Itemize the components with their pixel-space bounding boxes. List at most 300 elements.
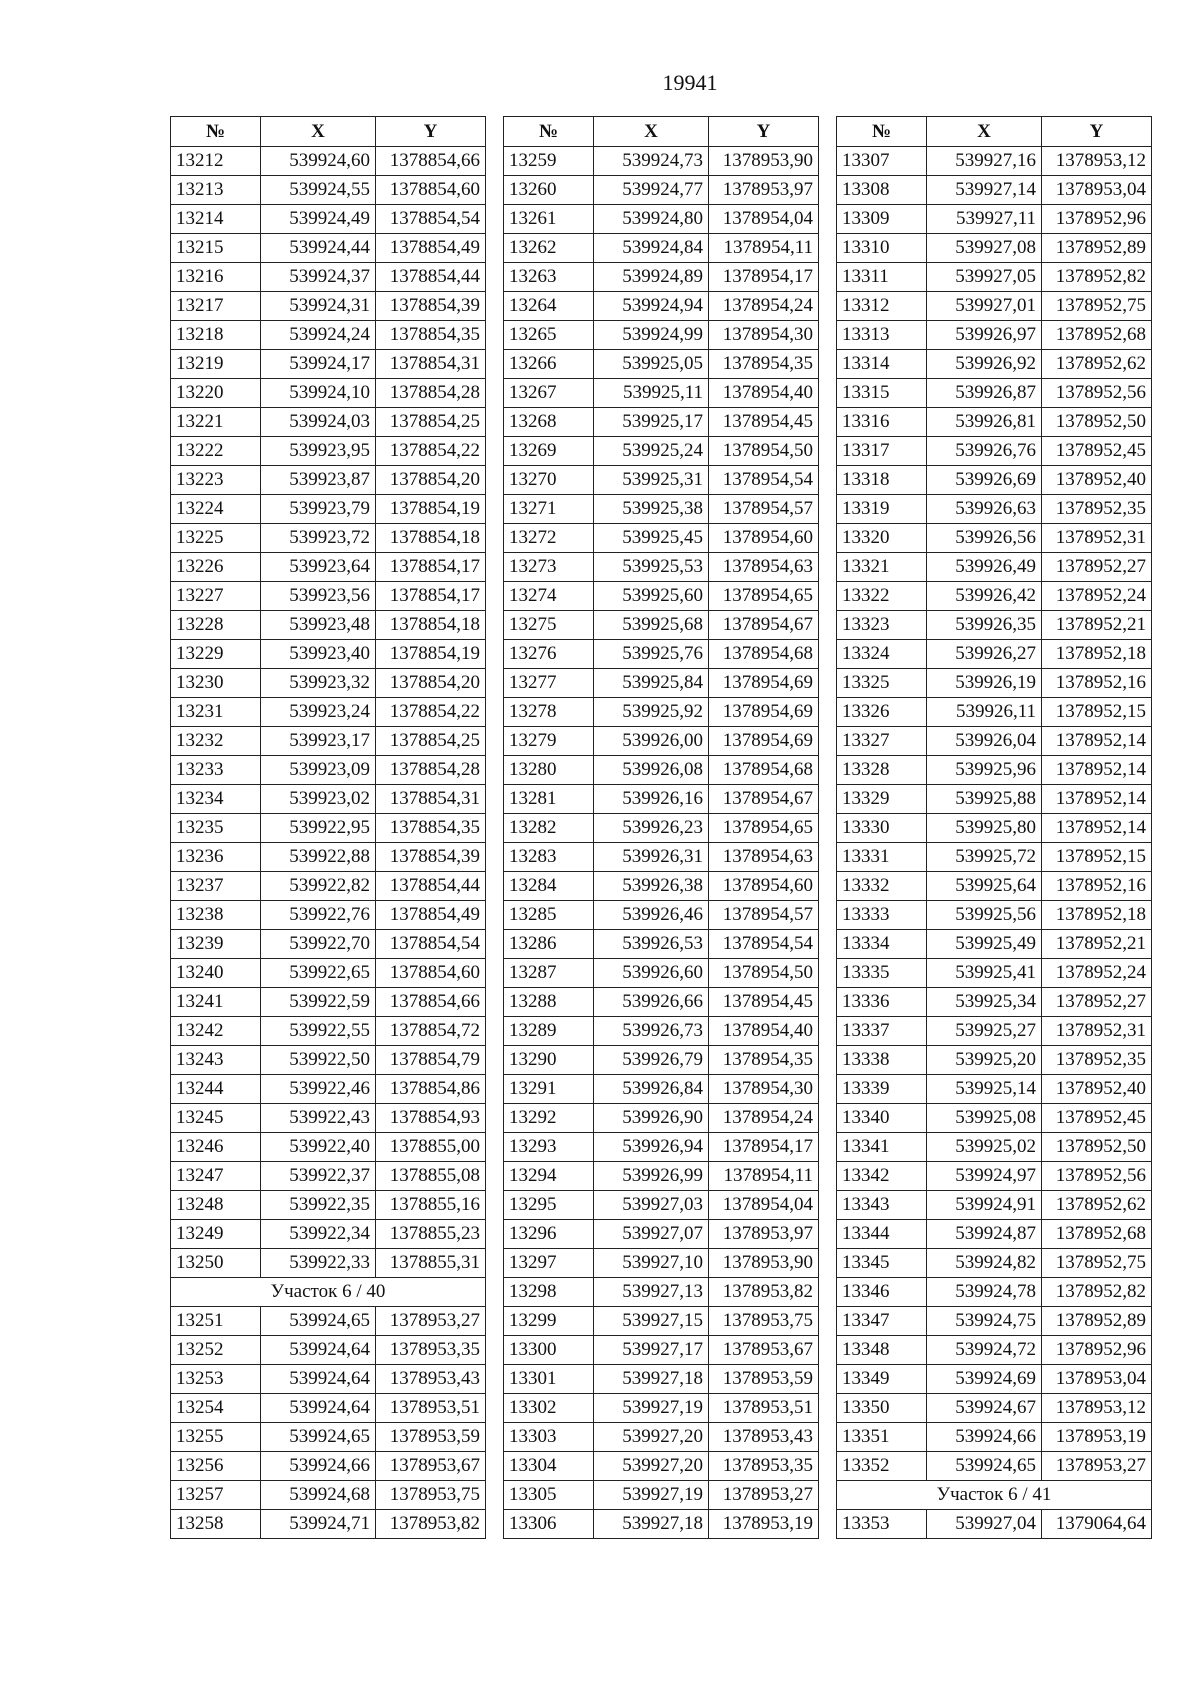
- y-coordinate-cell: 1378952,31: [1042, 524, 1152, 553]
- x-coordinate-cell: 539923,56: [261, 582, 376, 611]
- x-coordinate-cell: 539927,03: [594, 1191, 709, 1220]
- point-number-cell: 13258: [171, 1510, 261, 1539]
- point-number-cell: 13280: [504, 756, 594, 785]
- point-number-cell: 13289: [504, 1017, 594, 1046]
- y-coordinate-cell: 1378953,19: [1042, 1423, 1152, 1452]
- table-row: [171, 1481, 486, 1510]
- table-row: [504, 205, 819, 234]
- point-number-cell: 13267: [504, 379, 594, 408]
- x-coordinate-cell: 539927,19: [594, 1394, 709, 1423]
- table-row: [837, 1046, 1152, 1075]
- coordinate-table-2: [503, 116, 819, 1539]
- point-number-cell: 13327: [837, 727, 927, 756]
- x-coordinate-cell: 539927,20: [594, 1452, 709, 1481]
- point-number-cell: 13225: [171, 524, 261, 553]
- x-coordinate-cell: 539927,16: [927, 147, 1042, 176]
- table-row: [504, 1394, 819, 1423]
- table-row: [504, 379, 819, 408]
- y-coordinate-cell: 1378953,43: [709, 1423, 819, 1452]
- point-number-cell: 13270: [504, 466, 594, 495]
- point-number-cell: 13222: [171, 437, 261, 466]
- x-coordinate-cell: 539925,17: [594, 408, 709, 437]
- point-number-cell: 13277: [504, 669, 594, 698]
- table-body: [171, 147, 486, 1539]
- x-coordinate-cell: 539923,24: [261, 698, 376, 727]
- point-number-cell: 13252: [171, 1336, 261, 1365]
- x-coordinate-cell: 539925,88: [927, 785, 1042, 814]
- table-row: [171, 843, 486, 872]
- point-number-cell: 13255: [171, 1423, 261, 1452]
- table-row: [837, 1423, 1152, 1452]
- x-coordinate-cell: 539925,24: [594, 437, 709, 466]
- point-number-cell: 13281: [504, 785, 594, 814]
- y-coordinate-cell: 1378854,20: [376, 466, 486, 495]
- point-number-cell: 13288: [504, 988, 594, 1017]
- table-row: [171, 350, 486, 379]
- table-row: [837, 147, 1152, 176]
- point-number-cell: 13218: [171, 321, 261, 350]
- point-number-cell: 13310: [837, 234, 927, 263]
- y-coordinate-cell: 1379064,64: [1042, 1510, 1152, 1539]
- point-number-cell: 13213: [171, 176, 261, 205]
- point-number-cell: 13285: [504, 901, 594, 930]
- table-row: [837, 1017, 1152, 1046]
- table-row: [171, 1133, 486, 1162]
- x-coordinate-cell: 539926,31: [594, 843, 709, 872]
- table-row: [837, 785, 1152, 814]
- section-label: Участок 6 / 40: [171, 1278, 486, 1307]
- point-number-cell: 13212: [171, 147, 261, 176]
- y-coordinate-cell: 1378855,16: [376, 1191, 486, 1220]
- y-coordinate-cell: 1378854,35: [376, 321, 486, 350]
- y-coordinate-cell: 1378952,18: [1042, 640, 1152, 669]
- y-coordinate-cell: 1378952,50: [1042, 1133, 1152, 1162]
- point-number-cell: 13253: [171, 1365, 261, 1394]
- x-coordinate-cell: 539924,03: [261, 408, 376, 437]
- table-row: [837, 901, 1152, 930]
- table-row: [171, 1452, 486, 1481]
- y-coordinate-cell: 1378952,50: [1042, 408, 1152, 437]
- x-coordinate-cell: 539922,70: [261, 930, 376, 959]
- table-row: [504, 1017, 819, 1046]
- y-coordinate-cell: 1378854,66: [376, 988, 486, 1017]
- y-coordinate-cell: 1378953,12: [1042, 147, 1152, 176]
- point-number-cell: 13231: [171, 698, 261, 727]
- table-row: [837, 553, 1152, 582]
- table-row: [504, 1046, 819, 1075]
- point-number-cell: 13276: [504, 640, 594, 669]
- x-coordinate-cell: 539923,72: [261, 524, 376, 553]
- point-number-cell: 13256: [171, 1452, 261, 1481]
- x-coordinate-cell: 539926,56: [927, 524, 1042, 553]
- y-coordinate-cell: 1378954,35: [709, 1046, 819, 1075]
- x-coordinate-cell: 539926,46: [594, 901, 709, 930]
- table-row: [171, 582, 486, 611]
- point-number-cell: 13259: [504, 147, 594, 176]
- column-header-x: X: [927, 117, 1042, 147]
- point-number-cell: 13282: [504, 814, 594, 843]
- y-coordinate-cell: 1378954,60: [709, 524, 819, 553]
- y-coordinate-cell: 1378952,14: [1042, 727, 1152, 756]
- x-coordinate-cell: 539923,09: [261, 756, 376, 785]
- y-coordinate-cell: 1378952,56: [1042, 1162, 1152, 1191]
- point-number-cell: 13290: [504, 1046, 594, 1075]
- x-coordinate-cell: 539926,53: [594, 930, 709, 959]
- x-coordinate-cell: 539926,87: [927, 379, 1042, 408]
- x-coordinate-cell: 539927,05: [927, 263, 1042, 292]
- y-coordinate-cell: 1378953,97: [709, 176, 819, 205]
- x-coordinate-cell: 539924,64: [261, 1365, 376, 1394]
- point-number-cell: 13214: [171, 205, 261, 234]
- x-coordinate-cell: 539924,69: [927, 1365, 1042, 1394]
- point-number-cell: 13249: [171, 1220, 261, 1249]
- table-row: [504, 756, 819, 785]
- y-coordinate-cell: 1378854,54: [376, 930, 486, 959]
- point-number-cell: 13317: [837, 437, 927, 466]
- y-coordinate-cell: 1378953,27: [376, 1307, 486, 1336]
- x-coordinate-cell: 539924,37: [261, 263, 376, 292]
- table-row: [171, 524, 486, 553]
- x-coordinate-cell: 539923,40: [261, 640, 376, 669]
- y-coordinate-cell: 1378954,50: [709, 959, 819, 988]
- y-coordinate-cell: 1378952,89: [1042, 1307, 1152, 1336]
- point-number-cell: 13329: [837, 785, 927, 814]
- table-row: [837, 872, 1152, 901]
- x-coordinate-cell: 539927,13: [594, 1278, 709, 1307]
- x-coordinate-cell: 539924,72: [927, 1336, 1042, 1365]
- point-number-cell: 13303: [504, 1423, 594, 1452]
- point-number-cell: 13236: [171, 843, 261, 872]
- table-row: [171, 466, 486, 495]
- column-header-number: №: [171, 117, 261, 147]
- x-coordinate-cell: 539924,17: [261, 350, 376, 379]
- point-number-cell: 13301: [504, 1365, 594, 1394]
- column-header-x: X: [261, 117, 376, 147]
- point-number-cell: 13297: [504, 1249, 594, 1278]
- point-number-cell: 13243: [171, 1046, 261, 1075]
- point-number-cell: 13244: [171, 1075, 261, 1104]
- table-row: [837, 1365, 1152, 1394]
- x-coordinate-cell: 539923,95: [261, 437, 376, 466]
- point-number-cell: 13287: [504, 959, 594, 988]
- y-coordinate-cell: 1378952,75: [1042, 1249, 1152, 1278]
- x-coordinate-cell: 539922,33: [261, 1249, 376, 1278]
- point-number-cell: 13304: [504, 1452, 594, 1481]
- point-number-cell: 13250: [171, 1249, 261, 1278]
- table-row: [504, 321, 819, 350]
- y-coordinate-cell: 1378854,35: [376, 814, 486, 843]
- x-coordinate-cell: 539927,15: [594, 1307, 709, 1336]
- y-coordinate-cell: 1378854,25: [376, 408, 486, 437]
- section-row: [837, 1481, 1152, 1510]
- y-coordinate-cell: 1378854,49: [376, 234, 486, 263]
- point-number-cell: 13338: [837, 1046, 927, 1075]
- x-coordinate-cell: 539922,46: [261, 1075, 376, 1104]
- y-coordinate-cell: 1378952,68: [1042, 321, 1152, 350]
- point-number-cell: 13337: [837, 1017, 927, 1046]
- y-coordinate-cell: 1378952,45: [1042, 437, 1152, 466]
- table-row: [837, 1220, 1152, 1249]
- x-coordinate-cell: 539926,84: [594, 1075, 709, 1104]
- point-number-cell: 13302: [504, 1394, 594, 1423]
- x-coordinate-cell: 539927,07: [594, 1220, 709, 1249]
- table-row: [504, 1307, 819, 1336]
- x-coordinate-cell: 539925,11: [594, 379, 709, 408]
- x-coordinate-cell: 539923,32: [261, 669, 376, 698]
- point-number-cell: 13264: [504, 292, 594, 321]
- table-row: [837, 582, 1152, 611]
- table-row: [171, 814, 486, 843]
- x-coordinate-cell: 539926,00: [594, 727, 709, 756]
- table-row: [171, 959, 486, 988]
- x-coordinate-cell: 539924,82: [927, 1249, 1042, 1278]
- y-coordinate-cell: 1378954,24: [709, 1104, 819, 1133]
- table-row: [504, 785, 819, 814]
- y-coordinate-cell: 1378952,24: [1042, 959, 1152, 988]
- point-number-cell: 13283: [504, 843, 594, 872]
- y-coordinate-cell: 1378854,18: [376, 611, 486, 640]
- y-coordinate-cell: 1378854,19: [376, 640, 486, 669]
- y-coordinate-cell: 1378954,50: [709, 437, 819, 466]
- point-number-cell: 13228: [171, 611, 261, 640]
- coordinate-table-3: [836, 116, 1152, 1539]
- point-number-cell: 13324: [837, 640, 927, 669]
- y-coordinate-cell: 1378854,44: [376, 872, 486, 901]
- y-coordinate-cell: 1378854,28: [376, 756, 486, 785]
- point-number-cell: 13312: [837, 292, 927, 321]
- y-coordinate-cell: 1378854,22: [376, 437, 486, 466]
- x-coordinate-cell: 539925,68: [594, 611, 709, 640]
- x-coordinate-cell: 539922,82: [261, 872, 376, 901]
- x-coordinate-cell: 539925,14: [927, 1075, 1042, 1104]
- point-number-cell: 13233: [171, 756, 261, 785]
- table-row: [504, 1133, 819, 1162]
- table-body: [837, 147, 1152, 1539]
- y-coordinate-cell: 1378953,82: [376, 1510, 486, 1539]
- point-number-cell: 13239: [171, 930, 261, 959]
- table-row: [504, 1075, 819, 1104]
- table-row: [171, 1365, 486, 1394]
- point-number-cell: 13266: [504, 350, 594, 379]
- table-row: [837, 1249, 1152, 1278]
- table-row: [504, 698, 819, 727]
- table-row: [504, 611, 819, 640]
- table-row: [171, 176, 486, 205]
- x-coordinate-cell: 539922,55: [261, 1017, 376, 1046]
- x-coordinate-cell: 539925,08: [927, 1104, 1042, 1133]
- x-coordinate-cell: 539924,60: [261, 147, 376, 176]
- point-number-cell: 13326: [837, 698, 927, 727]
- table-row: [504, 234, 819, 263]
- x-coordinate-cell: 539925,02: [927, 1133, 1042, 1162]
- table-row: [504, 727, 819, 756]
- y-coordinate-cell: 1378854,28: [376, 379, 486, 408]
- y-coordinate-cell: 1378954,69: [709, 727, 819, 756]
- point-number-cell: 13294: [504, 1162, 594, 1191]
- table-row: [171, 147, 486, 176]
- y-coordinate-cell: 1378953,82: [709, 1278, 819, 1307]
- y-coordinate-cell: 1378854,20: [376, 669, 486, 698]
- x-coordinate-cell: 539922,88: [261, 843, 376, 872]
- point-number-cell: 13346: [837, 1278, 927, 1307]
- x-coordinate-cell: 539924,49: [261, 205, 376, 234]
- x-coordinate-cell: 539922,65: [261, 959, 376, 988]
- y-coordinate-cell: 1378954,54: [709, 466, 819, 495]
- column-header-x: X: [594, 117, 709, 147]
- table-row: [504, 1249, 819, 1278]
- x-coordinate-cell: 539924,64: [261, 1394, 376, 1423]
- x-coordinate-cell: 539924,44: [261, 234, 376, 263]
- y-coordinate-cell: 1378854,54: [376, 205, 486, 234]
- point-number-cell: 13320: [837, 524, 927, 553]
- y-coordinate-cell: 1378952,35: [1042, 1046, 1152, 1075]
- point-number-cell: 13226: [171, 553, 261, 582]
- point-number-cell: 13284: [504, 872, 594, 901]
- table-row: [504, 553, 819, 582]
- table-row: [504, 408, 819, 437]
- table-row: [837, 843, 1152, 872]
- y-coordinate-cell: 1378953,35: [709, 1452, 819, 1481]
- point-number-cell: 13296: [504, 1220, 594, 1249]
- table-row: [171, 1336, 486, 1365]
- x-coordinate-cell: 539926,42: [927, 582, 1042, 611]
- x-coordinate-cell: 539927,18: [594, 1365, 709, 1394]
- point-number-cell: 13299: [504, 1307, 594, 1336]
- table-row: [837, 524, 1152, 553]
- table-row: [837, 292, 1152, 321]
- point-number-cell: 13321: [837, 553, 927, 582]
- point-number-cell: 13245: [171, 1104, 261, 1133]
- x-coordinate-cell: 539925,41: [927, 959, 1042, 988]
- y-coordinate-cell: 1378954,40: [709, 1017, 819, 1046]
- y-coordinate-cell: 1378954,40: [709, 379, 819, 408]
- point-number-cell: 13322: [837, 582, 927, 611]
- table-row: [504, 582, 819, 611]
- x-coordinate-cell: 539924,66: [927, 1423, 1042, 1452]
- x-coordinate-cell: 539927,17: [594, 1336, 709, 1365]
- x-coordinate-cell: 539924,99: [594, 321, 709, 350]
- x-coordinate-cell: 539926,90: [594, 1104, 709, 1133]
- y-coordinate-cell: 1378854,79: [376, 1046, 486, 1075]
- y-coordinate-cell: 1378854,25: [376, 727, 486, 756]
- y-coordinate-cell: 1378953,27: [709, 1481, 819, 1510]
- table-row: [171, 669, 486, 698]
- y-coordinate-cell: 1378954,63: [709, 553, 819, 582]
- y-coordinate-cell: 1378952,82: [1042, 1278, 1152, 1307]
- x-coordinate-cell: 539926,81: [927, 408, 1042, 437]
- point-number-cell: 13230: [171, 669, 261, 698]
- table-row: [837, 756, 1152, 785]
- x-coordinate-cell: 539924,91: [927, 1191, 1042, 1220]
- x-coordinate-cell: 539924,89: [594, 263, 709, 292]
- table-row: [171, 1249, 486, 1278]
- x-coordinate-cell: 539927,01: [927, 292, 1042, 321]
- y-coordinate-cell: 1378954,45: [709, 408, 819, 437]
- table-row: [837, 1191, 1152, 1220]
- point-number-cell: 13316: [837, 408, 927, 437]
- y-coordinate-cell: 1378952,21: [1042, 930, 1152, 959]
- point-number-cell: 13291: [504, 1075, 594, 1104]
- point-number-cell: 13341: [837, 1133, 927, 1162]
- y-coordinate-cell: 1378953,27: [1042, 1452, 1152, 1481]
- y-coordinate-cell: 1378854,31: [376, 785, 486, 814]
- y-coordinate-cell: 1378952,96: [1042, 205, 1152, 234]
- x-coordinate-cell: 539924,80: [594, 205, 709, 234]
- point-number-cell: 13313: [837, 321, 927, 350]
- y-coordinate-cell: 1378952,18: [1042, 901, 1152, 930]
- y-coordinate-cell: 1378854,39: [376, 292, 486, 321]
- point-number-cell: 13319: [837, 495, 927, 524]
- y-coordinate-cell: 1378854,17: [376, 553, 486, 582]
- table-row: [504, 292, 819, 321]
- table-row: [837, 205, 1152, 234]
- point-number-cell: 13265: [504, 321, 594, 350]
- point-number-cell: 13240: [171, 959, 261, 988]
- table-row: [504, 1278, 819, 1307]
- table-row: [504, 1336, 819, 1365]
- table-row: [504, 437, 819, 466]
- table-row: [837, 1075, 1152, 1104]
- y-coordinate-cell: 1378952,40: [1042, 466, 1152, 495]
- point-number-cell: 13323: [837, 611, 927, 640]
- x-coordinate-cell: 539926,69: [927, 466, 1042, 495]
- point-number-cell: 13308: [837, 176, 927, 205]
- table-row: [837, 640, 1152, 669]
- x-coordinate-cell: 539923,79: [261, 495, 376, 524]
- x-coordinate-cell: 539926,04: [927, 727, 1042, 756]
- x-coordinate-cell: 539925,49: [927, 930, 1042, 959]
- point-number-cell: 13328: [837, 756, 927, 785]
- y-coordinate-cell: 1378953,51: [709, 1394, 819, 1423]
- x-coordinate-cell: 539925,27: [927, 1017, 1042, 1046]
- point-number-cell: 13314: [837, 350, 927, 379]
- x-coordinate-cell: 539924,68: [261, 1481, 376, 1510]
- table-row: [171, 988, 486, 1017]
- y-coordinate-cell: 1378953,90: [709, 147, 819, 176]
- point-number-cell: 13272: [504, 524, 594, 553]
- x-coordinate-cell: 539926,60: [594, 959, 709, 988]
- y-coordinate-cell: 1378854,49: [376, 901, 486, 930]
- y-coordinate-cell: 1378953,19: [709, 1510, 819, 1539]
- point-number-cell: 13339: [837, 1075, 927, 1104]
- table-row: [837, 1162, 1152, 1191]
- x-coordinate-cell: 539927,14: [927, 176, 1042, 205]
- table-row: [171, 698, 486, 727]
- y-coordinate-cell: 1378854,44: [376, 263, 486, 292]
- point-number-cell: 13344: [837, 1220, 927, 1249]
- point-number-cell: 13251: [171, 1307, 261, 1336]
- x-coordinate-cell: 539923,64: [261, 553, 376, 582]
- table-row: [171, 437, 486, 466]
- table-row: [504, 1481, 819, 1510]
- point-number-cell: 13293: [504, 1133, 594, 1162]
- y-coordinate-cell: 1378854,60: [376, 176, 486, 205]
- y-coordinate-cell: 1378953,67: [376, 1452, 486, 1481]
- point-number-cell: 13350: [837, 1394, 927, 1423]
- y-coordinate-cell: 1378954,24: [709, 292, 819, 321]
- y-coordinate-cell: 1378854,86: [376, 1075, 486, 1104]
- x-coordinate-cell: 539924,31: [261, 292, 376, 321]
- y-coordinate-cell: 1378854,93: [376, 1104, 486, 1133]
- x-coordinate-cell: 539924,24: [261, 321, 376, 350]
- x-coordinate-cell: 539926,38: [594, 872, 709, 901]
- x-coordinate-cell: 539926,27: [927, 640, 1042, 669]
- point-number-cell: 13347: [837, 1307, 927, 1336]
- y-coordinate-cell: 1378952,27: [1042, 988, 1152, 1017]
- table-row: [504, 1162, 819, 1191]
- table-row: [837, 263, 1152, 292]
- x-coordinate-cell: 539926,08: [594, 756, 709, 785]
